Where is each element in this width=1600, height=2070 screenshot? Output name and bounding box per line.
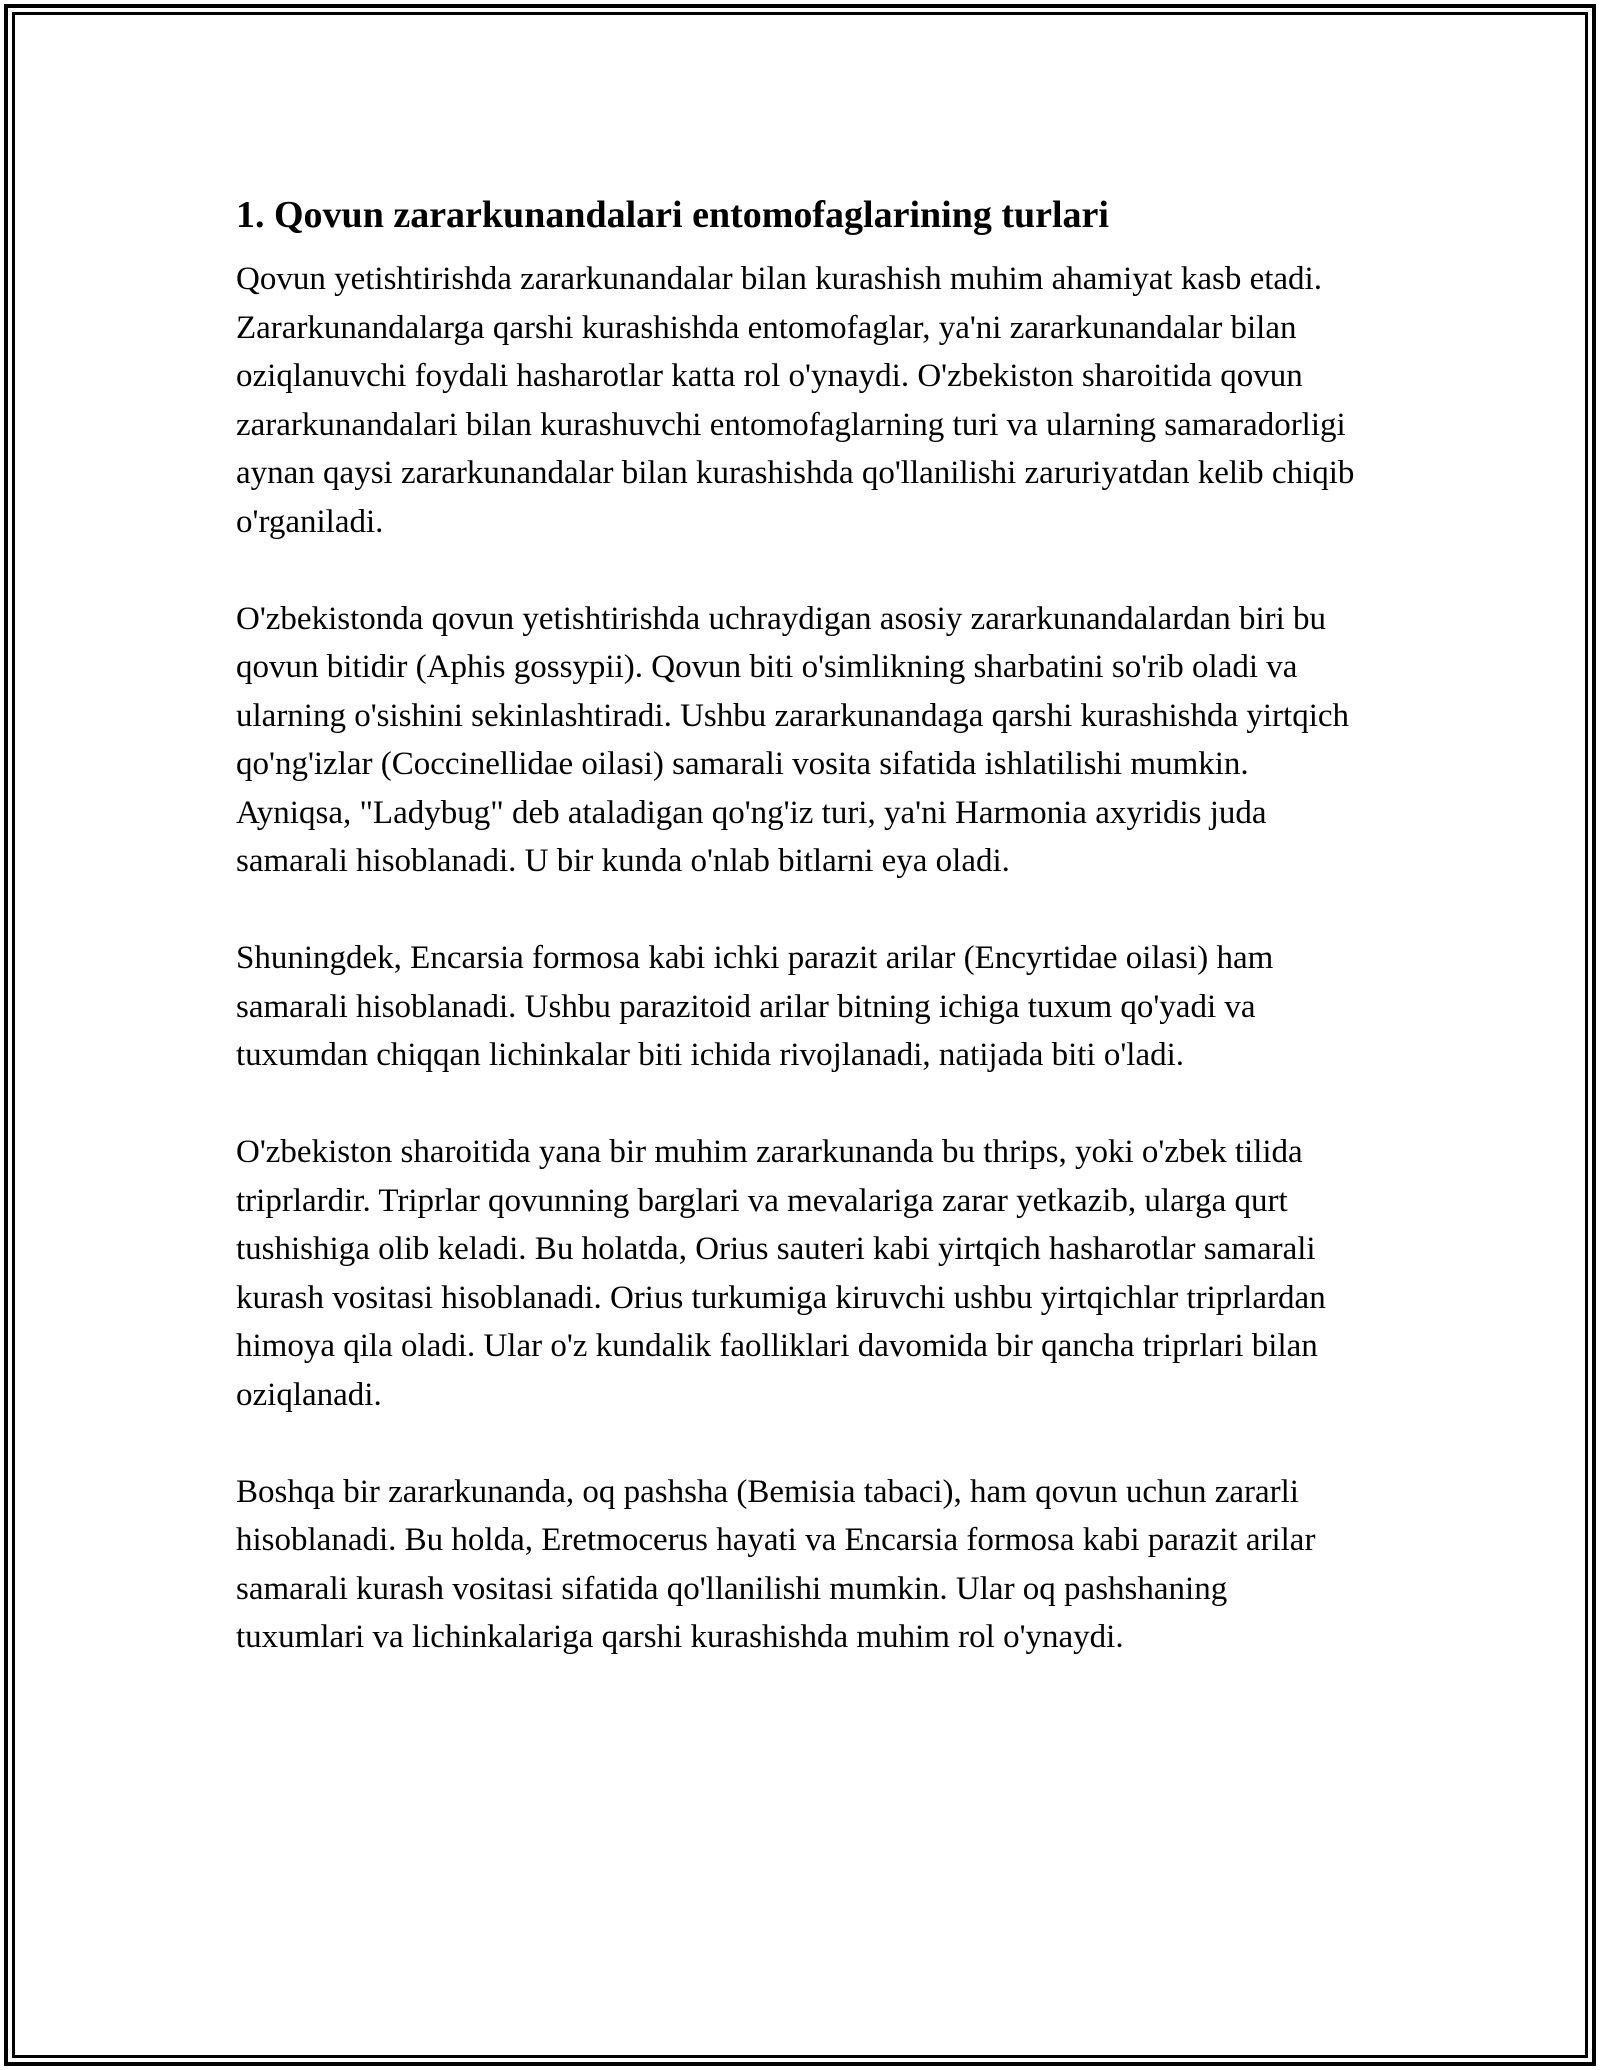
paragraph-intro: Qovun yetishtirishda zararkunandalar bilan kurashish muhim ahamiyat kasb etadi. Zararkunandalarga qarshi kurashishda entomofaglar, ya'ni zararkunandalar bilan oziqlanuvchi foydali hasharotlar katta rol o'ynaydi. O'zbekiston sharoitida qovun zararkunandalari bilan kurashuvchi entomofaglarning turi va ularning samaradorligi aynan qaysi zararkunandalar bilan kurashishda qo'llanilishi zaruriyatdan kelib chiqib o'rganiladi. bbox=[236, 261, 1355, 540]
page-title: 1. Qovun zararkunandalari entomofaglarining turlari bbox=[236, 194, 1109, 236]
paragraph-thrips: O'zbekiston sharoitida yana bir muhim zararkunanda bu thrips, yoki o'zbek tilida triprlardir. Triprlar qovunning barglari va mevalariga zarar yetkazib, ularga qurt tushishiga olib keladi. Bu holatda, Orius sauteri kabi yirtqich hasharotlar samarali kurash vositasi hisoblanadi. Orius turkumiga kiruvchi ushbu yirtqichlar triprlardan himoya qila oladi. Ular o'z kundalik faolliklari davomida bir qancha triprlari bilan oziqlanadi. bbox=[236, 1134, 1326, 1413]
paragraph-parasitoid: Shuningdek, Encarsia formosa kabi ichki parazit arilar (Encyrtidae oilasi) ham samarali hisoblanadi. Ushbu parazitoid arilar bitning ichiga tuxum qo'yadi va tuxumdan chiqqan lichinkalar biti ichida rivojlanadi, natijada biti o'ladi. bbox=[236, 940, 1274, 1073]
document-body bbox=[236, 183, 1356, 1662]
paragraph-aphid: O'zbekistonda qovun yetishtirishda uchraydigan asosiy zararkunandalardan biri bu qovun bitidir (Aphis gossypii). Qovun biti o'simlikning sharbatini so'rib oladi va ularning o'sishini sekinlashtiradi. Ushbu zararkunandaga qarshi kurashishda yirtqich qo'ng'izlar (Coccinellidae oilasi) samarali vosita sifatida ishlatilishi mumkin. Ayniqsa, "Ladybug" deb ataladigan qo'ng'iz turi, ya'ni Harmonia axyridis juda samarali hisoblanadi. U bir kunda o'nlab bitlarni eya oladi. bbox=[236, 600, 1350, 879]
paragraph-whitefly: Boshqa bir zararkunanda, oq pashsha (Bemisia tabaci), ham qovun uchun zararli hisoblanadi. Bu holda, Eretmocerus hayati va Encarsia formosa kabi parazit arilar samarali kurash vositasi sifatida qo'llanilishi mumkin. Ular oq pashshaning tuxumlari va lichinkalariga qarshi kurashishda muhim rol o'ynaydi. bbox=[236, 1473, 1316, 1655]
